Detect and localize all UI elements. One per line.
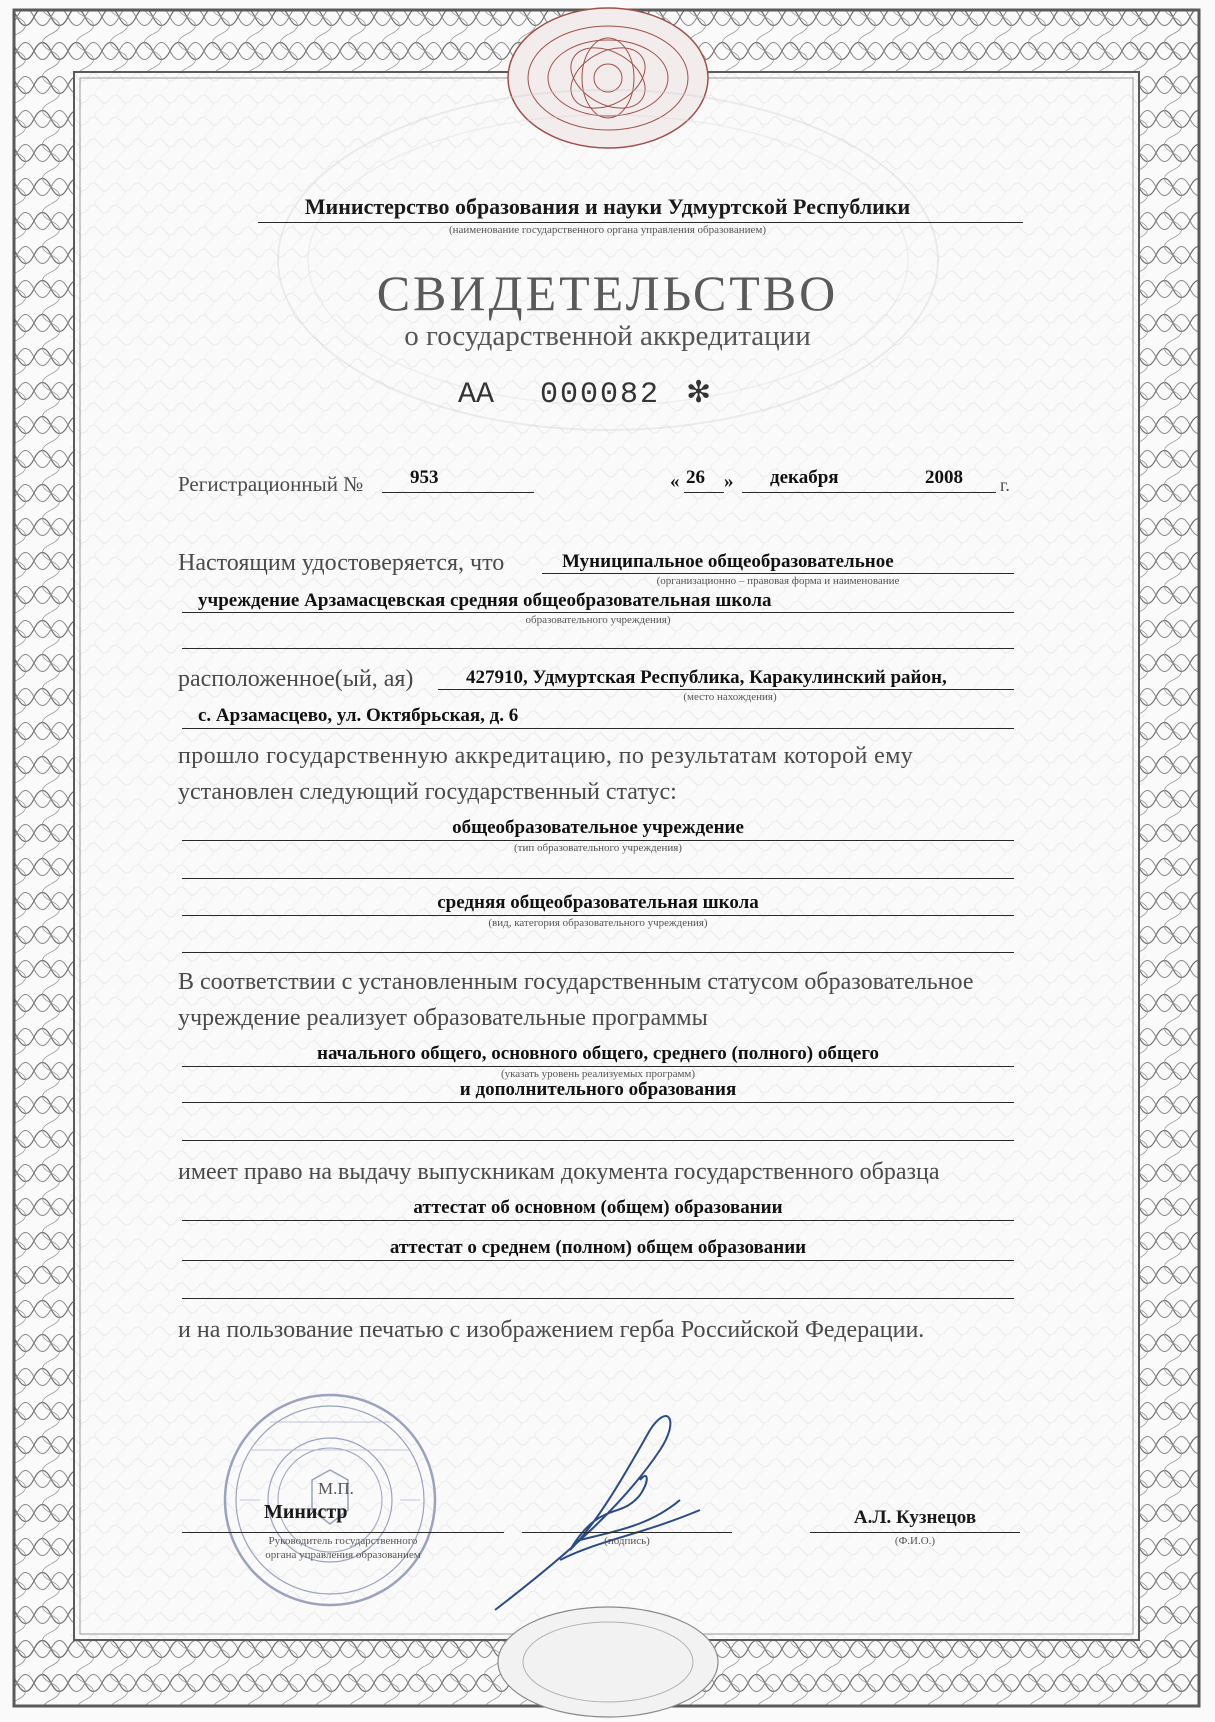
position-caption-line2: органа управления образованием [265, 1549, 421, 1561]
registration-month: декабря [770, 467, 839, 488]
top-rosette [508, 8, 708, 148]
asterisk-mark: ✻ [686, 375, 712, 410]
org-caption2: образовательного учреждения) [525, 614, 671, 626]
kind-blank-line [182, 952, 1014, 953]
org-line1 [542, 573, 1014, 574]
documents-text: имеет право на выдачу выпускникам документа государственного образца [178, 1159, 940, 1185]
location-line1 [438, 689, 1014, 690]
name-caption: (Ф.И.О.) [894, 1535, 936, 1547]
programs-blank-line [182, 1140, 1014, 1141]
registration-number: 953 [410, 467, 439, 488]
programs-text-line1: В соответствии с установленным государственным статусом образовательное [178, 969, 974, 995]
org-line3 [182, 648, 1014, 649]
org-name-line2: учреждение Арзамасцевская средняя общеобразовательная школа [198, 590, 772, 611]
bottom-rosette [498, 1607, 718, 1717]
kind-line [182, 915, 1014, 916]
document-title: СВИДЕТЕЛЬСТВО [376, 265, 839, 321]
signer-position: Министр [264, 1501, 348, 1523]
org-caption1: (организационно – правовая форма и наименование [656, 575, 900, 587]
ministry-caption: (наименование государственного органа управления образованием) [448, 224, 767, 236]
programs-value-line1: начального общего, основного общего, среднего (полного) общего [317, 1043, 879, 1064]
institution-type-caption: (тип образовательного учреждения) [514, 842, 682, 854]
document-subtitle: о государственной аккредитации [404, 320, 811, 352]
status-text-line1: прошло государственную аккредитацию, по результатам которой ему [178, 743, 914, 769]
type-line [182, 840, 1014, 841]
programs-text-line2: учреждение реализует образовательные программы [178, 1005, 708, 1031]
quote-close: » [724, 471, 734, 492]
doc-blank-line [182, 1298, 1014, 1299]
doc2-line [182, 1260, 1014, 1261]
registration-day: 26 [686, 467, 705, 488]
mp-label: М.П. [318, 1479, 354, 1498]
quote-open: « [670, 471, 680, 492]
series-label: АА [458, 378, 495, 412]
registration-label: Регистрационный № [178, 472, 364, 496]
type-blank-line [182, 878, 1014, 879]
programs-caption: (указать уровень реализуемых программ) [500, 1068, 696, 1080]
programs-line2 [182, 1102, 1014, 1103]
month-line [742, 492, 996, 493]
location-value-line1: 427910, Удмуртская Республика, Каракулинский район, [466, 667, 947, 688]
ministry-underline [258, 222, 1023, 223]
ministry-name: Министерство образования и науки Удмуртской Республики [304, 194, 911, 219]
document-type-1: аттестат об основном (общем) образовании [413, 1197, 783, 1218]
position-line [182, 1532, 504, 1533]
doc1-line [182, 1220, 1014, 1221]
signer-name: А.Л. Кузнецов [853, 1507, 977, 1528]
certify-label: Настоящим удостоверяется, что [178, 550, 505, 576]
programs-value-line2: и дополнительного образования [459, 1079, 737, 1100]
location-value-line2: с. Арзамасцево, ул. Октябрьская, д. 6 [198, 705, 519, 726]
registration-year: 2008 [925, 467, 963, 488]
name-line [810, 1532, 1020, 1533]
location-line2 [182, 728, 1014, 729]
institution-kind: средняя общеобразовательная школа [437, 892, 759, 913]
institution-kind-caption: (вид, категория образовательного учреждения) [488, 917, 708, 929]
org-name-line1: Муниципальное общеобразовательное [562, 551, 894, 572]
document-type-2: аттестат о среднем (полном) общем образовании [389, 1237, 807, 1258]
institution-type: общеобразовательное учреждение [452, 817, 744, 838]
registration-line [382, 492, 534, 493]
signature-caption: (подпись) [604, 1535, 650, 1547]
day-line [684, 492, 724, 493]
location-caption: (место нахождения) [683, 691, 777, 703]
year-suffix: г. [1000, 475, 1010, 495]
seal-right-text: и на пользование печатью с изображением герба Российской Федерации. [178, 1317, 925, 1343]
signature-line [522, 1532, 732, 1533]
programs-line1 [182, 1066, 1014, 1067]
location-label: расположенное(ый, ая) [178, 666, 414, 692]
status-text-line2: установлен следующий государственный статус: [178, 779, 677, 805]
certificate-number: 000082 [540, 378, 661, 412]
position-caption-line1: Руководитель государственного [268, 1535, 418, 1547]
org-line2 [182, 612, 1014, 613]
